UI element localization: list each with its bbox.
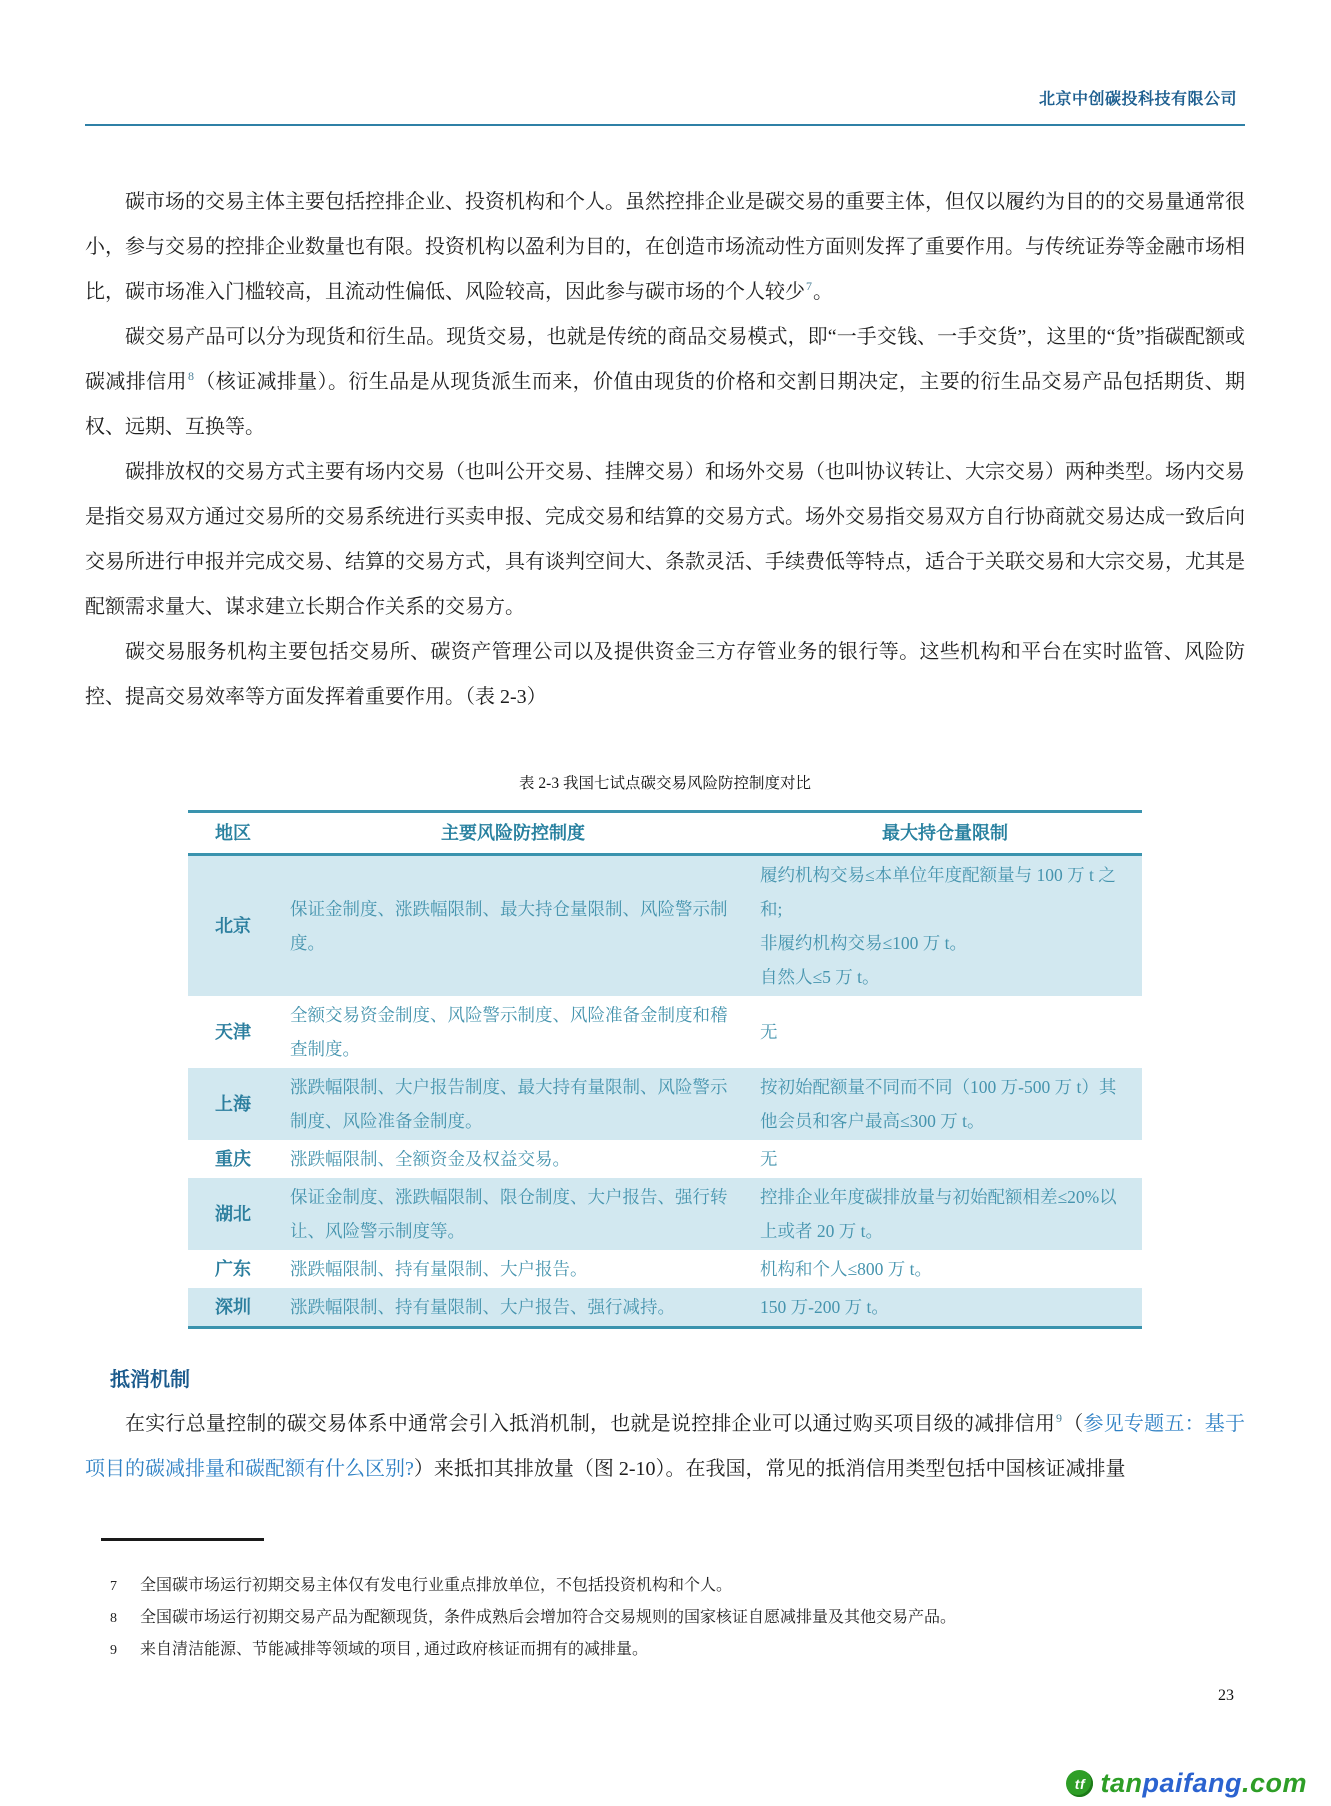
text-segment: （核证减排量）。衍生品是从现货派生而来，价值由现货的价格和交割日期决定，主要的衍生品交易产品包括期货、期权、远期、互换等。 bbox=[85, 371, 1246, 438]
footnote-item bbox=[110, 1602, 1250, 1634]
footnote-ref: 7 bbox=[806, 279, 812, 294]
region-cell: 重庆 bbox=[215, 1149, 251, 1169]
limit-cell bbox=[748, 1178, 1142, 1250]
limit-line: 150 万-200 万 t。 bbox=[760, 1297, 889, 1317]
footnotes bbox=[110, 1570, 1250, 1666]
footnote-text: 全国碳市场运行初期交易主体仅有发电行业重点排放单位，不包括投资机构和个人。 bbox=[140, 1577, 733, 1594]
footnote-text: 来自清洁能源、节能减排等领域的项目 , 通过政府核证而拥有的减排量。 bbox=[140, 1641, 649, 1658]
column-header-region: 地区 bbox=[188, 812, 278, 855]
tanpaifang-leaf-icon: tf bbox=[1066, 1770, 1093, 1797]
offset-paragraph-block bbox=[85, 1402, 1245, 1492]
risk-table bbox=[188, 810, 1142, 1329]
controls-cell: 保证金制度、涨跌幅限制、限仓制度、大户报告、强行转让、风险警示制度等。 bbox=[290, 1187, 728, 1241]
logo-text bbox=[1100, 1768, 1307, 1799]
table-caption: 表 2-3 我国七试点碳交易风险防控制度对比 bbox=[519, 775, 811, 792]
region-cell: 深圳 bbox=[215, 1297, 251, 1317]
table-row bbox=[188, 1068, 1142, 1140]
company-name: 北京中创碳投科技有限公司 bbox=[1038, 91, 1237, 108]
footnote-number: 8 bbox=[110, 1611, 117, 1626]
paragraph bbox=[85, 180, 1245, 315]
limit-cell bbox=[748, 1068, 1142, 1140]
footnote-number: 7 bbox=[110, 1579, 117, 1594]
table-row bbox=[188, 996, 1142, 1068]
paragraph bbox=[85, 630, 1245, 720]
limit-cell bbox=[748, 1288, 1142, 1328]
paragraph bbox=[85, 1402, 1245, 1492]
table-row bbox=[188, 1250, 1142, 1288]
region-cell: 湖北 bbox=[215, 1204, 251, 1224]
region-cell: 广东 bbox=[215, 1259, 251, 1279]
limit-cell bbox=[748, 855, 1142, 997]
footnote-item bbox=[110, 1570, 1250, 1602]
limit-line: 自然人≤5 万 t。 bbox=[760, 967, 880, 987]
text-segment: 碳市场的交易主体主要包括控排企业、投资机构和个人。虽然控排企业是碳交易的重要主体，但仅以履约为目的的交易量通常很小，参与交易的控排企业数量也有限。投资机构以盈利为目的，在创造市场流动性方面则发挥了重要作用。与传统证券等金融市场相比，碳市场准入门槛较高，且流动性偏低、风险较高，因此参与碳市场的个人较少 bbox=[85, 191, 1245, 303]
table-row bbox=[188, 1178, 1142, 1250]
limit-line: 无 bbox=[760, 1149, 778, 1169]
text-segment: （ bbox=[1063, 1413, 1084, 1435]
paragraph bbox=[85, 315, 1245, 450]
controls-cell: 涨跌幅限制、持有量限制、大户报告、强行减持。 bbox=[290, 1297, 675, 1317]
text-segment: 在实行总量控制的碳交易体系中通常会引入抵消机制，也就是说控排企业可以通过购买项目级的减排信用 bbox=[125, 1413, 1056, 1435]
body-text bbox=[85, 180, 1245, 720]
limit-line: 按初始配额量不同而不同（100 万-500 万 t）其他会员和客户最高≤300 万 t。 bbox=[760, 1077, 1117, 1131]
limit-line: 无 bbox=[760, 1022, 778, 1042]
section-heading: 抵消机制 bbox=[110, 1369, 190, 1391]
table-row bbox=[188, 1140, 1142, 1178]
footnote-separator bbox=[101, 1538, 264, 1541]
header-rule bbox=[85, 124, 1245, 126]
table-row bbox=[188, 855, 1142, 997]
logo-text-com: .com bbox=[1241, 1768, 1307, 1798]
controls-cell: 涨跌幅限制、全额资金及权益交易。 bbox=[290, 1149, 570, 1169]
page-number: 23 bbox=[1218, 1687, 1234, 1704]
controls-cell: 保证金制度、涨跌幅限制、最大持仓量限制、风险警示制度。 bbox=[290, 899, 728, 953]
controls-cell: 全额交易资金制度、风险警示制度、风险准备金制度和稽查制度。 bbox=[290, 1005, 728, 1059]
logo-text-tan: tan bbox=[1100, 1768, 1143, 1798]
limit-cell bbox=[748, 996, 1142, 1068]
text-segment: 。 bbox=[813, 281, 833, 303]
risk-table-wrap bbox=[188, 810, 1142, 1329]
table-row bbox=[188, 1288, 1142, 1328]
site-logo[interactable] bbox=[1066, 1768, 1307, 1799]
column-header-controls: 主要风险防控制度 bbox=[278, 812, 748, 855]
limit-line: 履约机构交易≤本单位年度配额量与 100 万 t 之和; bbox=[760, 865, 1116, 919]
footnote-item bbox=[110, 1634, 1250, 1666]
text-segment: ）来抵扣其排放量（图 2-10）。在我国，常见的抵消信用类型包括中国核证减排量 bbox=[413, 1458, 1126, 1480]
limit-line: 控排企业年度碳排放量与初始配额相差≤20%以上或者 20 万 t。 bbox=[760, 1187, 1117, 1241]
column-header-limit: 最大持仓量限制 bbox=[748, 812, 1142, 855]
text-segment: 碳交易服务机构主要包括交易所、碳资产管理公司以及提供资金三方存管业务的银行等。这些机构和平台在实时监管、风险防控、提高交易效率等方面发挥着重要作用。（表 2-3） bbox=[85, 641, 1245, 708]
limit-line: 非履约机构交易≤100 万 t。 bbox=[760, 933, 967, 953]
region-cell: 天津 bbox=[215, 1022, 251, 1042]
limit-cell bbox=[748, 1140, 1142, 1178]
footnote-text: 全国碳市场运行初期交易产品为配额现货，条件成熟后会增加符合交易规则的国家核证自愿减排量及其他交易产品。 bbox=[140, 1609, 957, 1626]
controls-cell: 涨跌幅限制、持有量限制、大户报告。 bbox=[290, 1259, 588, 1279]
inline-link[interactable]: 参见专题五：基于项目的碳减排量和碳配额有什么区别? bbox=[85, 1413, 1246, 1480]
logo-text-paifang: paifang bbox=[1142, 1768, 1242, 1798]
footnote-ref: 8 bbox=[187, 369, 194, 384]
region-cell: 上海 bbox=[215, 1094, 251, 1114]
text-segment: 碳交易产品可以分为现货和衍生品。现货交易，也就是传统的商品交易模式，即“一手交钱、一手交货”，这里的“货”指碳配额或碳减排信用 bbox=[85, 326, 1245, 393]
region-cell: 北京 bbox=[215, 916, 251, 936]
risk-table-body bbox=[188, 855, 1142, 1328]
table-header-row bbox=[188, 812, 1142, 855]
limit-line: 机构和个人≤800 万 t。 bbox=[760, 1259, 932, 1279]
footnote-number: 9 bbox=[110, 1643, 117, 1658]
text-segment: 碳排放权的交易方式主要有场内交易（也叫公开交易、挂牌交易）和场外交易（也叫协议转让、大宗交易）两种类型。场内交易是指交易双方通过交易所的交易系统进行买卖申报、完成交易和结算的交易方式。场外交易指交易双方自行协商就交易达成一致后向交易所进行申报并完成交易、结算的交易方式，具有谈判空间大、条款灵活、手续费低等特点，适合于关联交易和大宗交易，尤其是配额需求量大、谋求建立长期合作关系的交易方。 bbox=[85, 461, 1245, 618]
controls-cell: 涨跌幅限制、大户报告制度、最大持有量限制、风险警示制度、风险准备金制度。 bbox=[290, 1077, 728, 1131]
limit-cell bbox=[748, 1250, 1142, 1288]
paragraph bbox=[85, 450, 1245, 630]
footnote-ref: 9 bbox=[1056, 1411, 1063, 1426]
